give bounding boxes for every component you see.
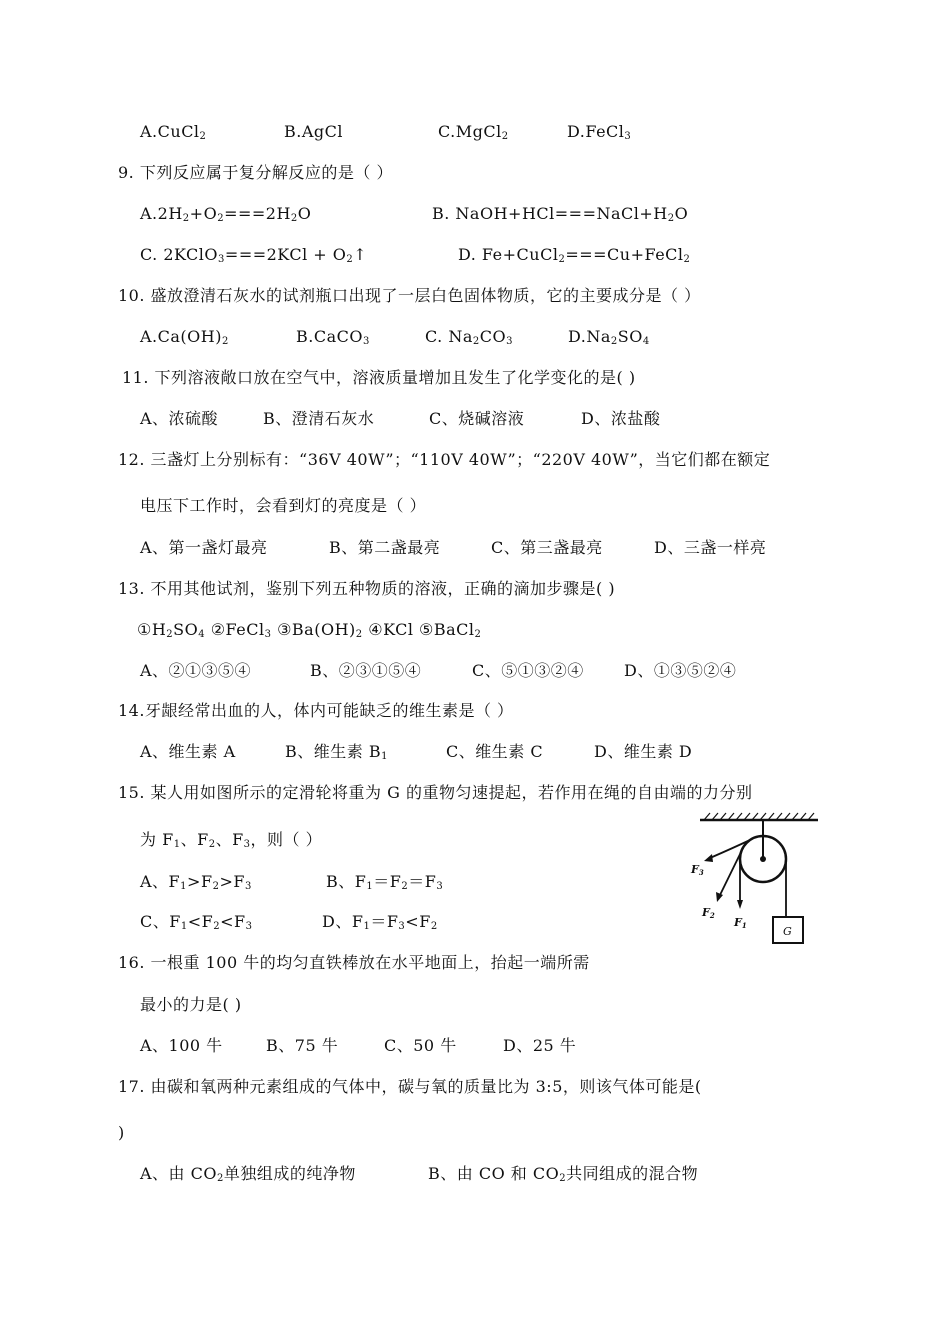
q15-option-d[interactable]: D、$F_1=F_3<F_2$ bbox=[322, 912, 438, 932]
q13-option-a[interactable]: A、②①③⑤④ bbox=[140, 661, 252, 680]
pulley-diagram bbox=[688, 812, 823, 947]
q12-option-a[interactable]: A、第一盏灯最亮 bbox=[140, 538, 268, 557]
q13-option-d[interactable]: D、①③⑤②④ bbox=[624, 661, 737, 680]
q9-option-b[interactable]: B. $NaOH+HCl===NaCl+H_2O$ bbox=[432, 204, 689, 224]
q12-stem-line2: 电压下工作时，会看到灯的亮度是（ ） bbox=[140, 496, 427, 515]
q9-option-a[interactable]: $A.2H_2+O_2===2H_2O$ bbox=[140, 204, 312, 224]
q17-option-b[interactable]: B、由 CO 和 $CO_2$共同组成的混合物 bbox=[428, 1164, 699, 1184]
q16-stem-line1: 16. 一根重 100 牛的均匀直铁棒放在水平地面上，抬起一端所需 bbox=[118, 953, 590, 972]
q9-option-c[interactable]: C. 2KClO$_3$===2KCl + $O_2↑$ bbox=[140, 245, 368, 265]
q11-option-d[interactable]: D、浓盐酸 bbox=[581, 409, 661, 428]
pulley-axle bbox=[760, 856, 766, 862]
weight-label: G bbox=[783, 925, 792, 938]
q17-stem-line1: 17. 由碳和氧两种元素组成的气体中，碳与氧的质量比为 3:5，则该气体可能是( bbox=[118, 1077, 702, 1096]
q15-stem-line1: 15. 某人用如图所示的定滑轮将重为 G 的重物匀速提起，若作用在绳的自由端的力分别 bbox=[118, 783, 753, 802]
q16-option-b[interactable]: B、75 牛 bbox=[266, 1036, 339, 1055]
q11-stem: 11. 下列溶液敞口放在空气中，溶液质量增加且发生了化学变化的是( ) bbox=[122, 368, 636, 387]
q13-option-b[interactable]: B、②③①⑤④ bbox=[310, 661, 422, 680]
q15-option-b[interactable]: B、$F_1=F_2=F_3$ bbox=[326, 872, 444, 892]
q13-stem: 13. 不用其他试剂，鉴别下列五种物质的溶液，正确的滴加步骤是( ) bbox=[118, 579, 616, 598]
q8-option-d[interactable]: D.FeCl$_3$ bbox=[567, 122, 632, 142]
q12-option-c[interactable]: C、第三盏最亮 bbox=[491, 538, 603, 557]
q11-option-a[interactable]: A、浓硫酸 bbox=[140, 409, 219, 428]
q16-option-c[interactable]: C、50 牛 bbox=[384, 1036, 457, 1055]
q15-option-a[interactable]: A、$F_1>F_2>F_3$ bbox=[140, 872, 252, 892]
q10-option-c[interactable]: C. $Na_2CO_3$ bbox=[425, 327, 513, 347]
q12-stem-line1: 12. 三盏灯上分别标有：“36V 40W”；“110V 40W”；“220V 40W”，当它们都在额定 bbox=[118, 450, 771, 469]
q8-option-a[interactable]: A.CuCl$_2$ bbox=[140, 122, 207, 142]
q14-option-b[interactable]: B、维生素 $B_1$ bbox=[285, 742, 388, 762]
arrow-f3 bbox=[704, 854, 713, 862]
label-f3: F3 bbox=[691, 863, 704, 877]
q11-option-c[interactable]: C、烧碱溶液 bbox=[429, 409, 525, 428]
q11-option-b[interactable]: B、澄清石灰水 bbox=[263, 409, 375, 428]
q16-option-d[interactable]: D、25 牛 bbox=[503, 1036, 577, 1055]
q10-option-d[interactable]: $D.Na_2SO_4$ bbox=[568, 327, 650, 347]
q14-option-c[interactable]: C、维生素 C bbox=[446, 742, 544, 761]
q14-option-d[interactable]: D、维生素 D bbox=[594, 742, 693, 761]
q14-stem: 14.牙龈经常出血的人，体内可能缺乏的维生素是（ ） bbox=[118, 701, 514, 720]
rope-f3 bbox=[710, 840, 750, 858]
label-f2: F2 bbox=[702, 906, 715, 920]
q10-option-a[interactable]: $A.Ca(OH)_2$ bbox=[140, 327, 229, 347]
q14-option-a[interactable]: A、维生素 A bbox=[140, 742, 236, 761]
q10-stem: 10. 盛放澄清石灰水的试剂瓶口出现了一层白色固体物质，它的主要成分是（ ） bbox=[118, 286, 701, 305]
q9-option-d[interactable]: D. Fe+CuCl$_2$===Cu+FeCl$_2$ bbox=[458, 245, 691, 265]
q8-option-c[interactable]: C.MgCl$_2$ bbox=[438, 122, 509, 142]
q12-option-b[interactable]: B、第二盏最亮 bbox=[329, 538, 441, 557]
q10-option-b[interactable]: B.CaCO$_3$ bbox=[296, 327, 370, 347]
q8-option-b[interactable]: B.AgCl bbox=[284, 122, 343, 141]
q17-stem-line2: ) bbox=[118, 1123, 125, 1142]
label-f1: F1 bbox=[734, 916, 747, 930]
q15-stem-line2: 为 $F_1$、$F_2$、$F_3$，则（ ） bbox=[140, 830, 323, 850]
q9-stem: 9. 下列反应属于复分解反应的是（ ） bbox=[118, 163, 393, 182]
q15-option-c[interactable]: C、$F_1<F_2<F_3$ bbox=[140, 912, 253, 932]
q13-items: $①H_2SO_4$ ②FeCl$_3$ $③Ba(OH)_2$ ④KCl ⑤BaCl$_2$ bbox=[137, 620, 482, 640]
q13-option-c[interactable]: C、⑤①③②④ bbox=[472, 661, 584, 680]
arrow-f1 bbox=[737, 900, 743, 909]
q16-option-a[interactable]: A、100 牛 bbox=[140, 1036, 223, 1055]
arrow-f2 bbox=[716, 892, 723, 902]
q12-option-d[interactable]: D、三盏一样亮 bbox=[654, 538, 767, 557]
q17-option-a[interactable]: A、由 $CO_2$单独组成的纯净物 bbox=[140, 1164, 356, 1184]
q16-stem-line2: 最小的力是( ) bbox=[140, 995, 242, 1014]
